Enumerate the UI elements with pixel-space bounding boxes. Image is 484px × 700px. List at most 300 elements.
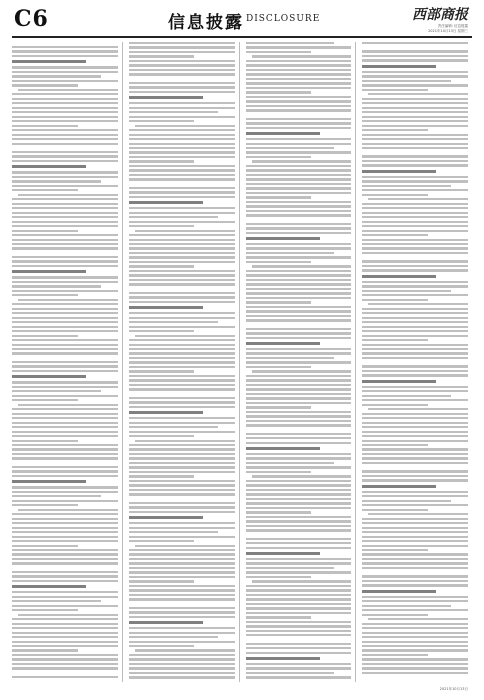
text-line [246, 388, 352, 390]
text-line [129, 312, 235, 314]
text-line [246, 237, 320, 240]
text-line [362, 632, 468, 634]
text-line [246, 87, 352, 89]
text-line [246, 256, 352, 258]
text-line [129, 234, 235, 236]
text-line [246, 118, 352, 120]
text-line [129, 375, 235, 377]
text-line [129, 607, 235, 609]
text-line [12, 600, 101, 602]
text-line [129, 585, 235, 587]
text-line [246, 328, 352, 330]
text-line [12, 440, 78, 442]
text-line [129, 321, 218, 323]
text-line [135, 230, 235, 232]
text-line [129, 261, 235, 263]
text-line [12, 627, 118, 629]
text-line [129, 111, 218, 113]
text-line [362, 147, 468, 149]
text-line [129, 654, 235, 656]
text-line [12, 591, 118, 593]
text-line [12, 125, 78, 127]
text-line [246, 192, 352, 194]
text-line [362, 203, 468, 205]
column-3 [246, 42, 357, 682]
text-line [129, 667, 235, 669]
text-line [12, 649, 78, 651]
text-line [246, 247, 352, 249]
text-line [246, 384, 352, 386]
text-line [129, 116, 235, 118]
text-line [362, 413, 468, 415]
text-line [362, 260, 468, 262]
text-line [368, 513, 468, 515]
text-line [368, 93, 468, 95]
text-line [246, 558, 352, 560]
text-line [362, 584, 468, 586]
text-line [12, 312, 118, 314]
text-line [129, 366, 235, 368]
text-line [135, 649, 235, 651]
text-line [362, 504, 468, 506]
text-line [362, 605, 451, 607]
text-line [362, 649, 468, 651]
text-line [362, 609, 468, 611]
text-line [12, 618, 118, 620]
text-line [12, 203, 118, 205]
text-line [362, 417, 468, 419]
text-line [246, 520, 352, 522]
text-line [129, 663, 235, 665]
text-line [362, 194, 428, 196]
text-line [246, 502, 352, 504]
text-line [129, 616, 235, 618]
text-line [246, 437, 352, 439]
text-line [362, 275, 436, 278]
text-line [362, 448, 468, 450]
text-line [12, 549, 118, 551]
text-line [362, 667, 468, 669]
text-line [129, 221, 235, 223]
text-line [12, 641, 118, 643]
text-line [129, 330, 195, 332]
text-line [368, 198, 468, 200]
text-line [362, 600, 468, 602]
text-line [362, 348, 468, 350]
text-line [12, 431, 118, 433]
text-line [129, 107, 235, 109]
text-line [129, 611, 235, 613]
text-line [12, 207, 118, 209]
text-line [362, 120, 468, 122]
text-line [129, 576, 235, 578]
text-line [12, 365, 118, 367]
text-line [12, 111, 118, 113]
text-line [129, 357, 235, 359]
text-line [12, 93, 118, 95]
text-line [129, 453, 235, 455]
text-line [362, 116, 468, 118]
text-line [129, 326, 235, 328]
text-line [362, 84, 468, 86]
text-line [129, 102, 235, 104]
text-line [362, 281, 468, 283]
text-line [12, 553, 118, 555]
text-line [135, 125, 235, 127]
text-line [246, 507, 352, 509]
text-line [246, 348, 352, 350]
text-line [12, 513, 118, 515]
text-line [129, 256, 235, 258]
text-line [246, 489, 352, 491]
text-line [246, 552, 320, 555]
text-line [246, 516, 352, 518]
text-line [12, 645, 118, 647]
text-line [12, 243, 118, 245]
text-line [12, 381, 118, 383]
text-line [12, 422, 118, 424]
text-line [362, 75, 468, 77]
text-line [12, 151, 118, 153]
text-line [12, 658, 118, 660]
text-line [362, 596, 468, 598]
text-line [362, 495, 468, 497]
text-line [12, 165, 86, 168]
text-line [12, 66, 118, 68]
text-line [129, 225, 195, 227]
page-number: C6 [14, 6, 49, 32]
text-line [12, 470, 118, 472]
text-line [362, 265, 468, 267]
text-line [129, 348, 235, 350]
text-line [246, 393, 352, 395]
text-line [362, 540, 468, 542]
text-line [362, 42, 468, 44]
text-line [129, 567, 235, 569]
text-line [12, 285, 101, 287]
text-line [246, 252, 335, 254]
text-line [12, 270, 86, 273]
text-line [129, 540, 195, 542]
text-line [12, 230, 78, 232]
text-line [362, 155, 468, 157]
text-line [246, 625, 352, 627]
text-line [246, 571, 352, 573]
text-line [362, 627, 468, 629]
text-line [135, 545, 235, 547]
text-line [362, 654, 428, 656]
text-line [246, 205, 352, 207]
text-line [246, 634, 352, 636]
text-line [129, 46, 235, 48]
text-line [246, 169, 352, 171]
text-line [362, 475, 468, 477]
text-line [12, 80, 118, 82]
text-line [129, 247, 235, 249]
text-line [12, 143, 118, 145]
text-line [246, 261, 312, 263]
text-line [252, 160, 352, 162]
text-line [362, 527, 468, 529]
text-line [362, 374, 468, 376]
text-line [362, 676, 468, 680]
text-line [129, 621, 203, 624]
text-line [362, 243, 468, 245]
text-line [362, 435, 468, 437]
text-line [129, 243, 235, 245]
text-line [246, 178, 352, 180]
text-line [12, 636, 118, 638]
text-line [129, 292, 235, 294]
text-line [12, 408, 118, 410]
text-line [246, 73, 352, 75]
text-line [246, 567, 335, 569]
text-line [362, 189, 468, 191]
text-line [12, 466, 118, 468]
text-line [362, 285, 468, 287]
text-line [129, 216, 218, 218]
text-line [362, 312, 468, 314]
text-line [12, 281, 118, 283]
text-line [246, 607, 352, 609]
text-line [362, 50, 468, 52]
text-line [12, 198, 118, 200]
text-line [129, 558, 235, 560]
text-line [246, 525, 352, 527]
text-line [246, 147, 335, 149]
text-line [246, 585, 352, 587]
text-line [129, 283, 235, 285]
text-line [246, 82, 352, 84]
text-line [129, 422, 235, 424]
text-line [129, 388, 235, 390]
text-line [12, 303, 118, 305]
text-line [362, 252, 468, 254]
text-line [12, 375, 86, 378]
article-columns [12, 42, 472, 682]
text-line [129, 553, 235, 555]
text-line [246, 187, 352, 189]
text-line [246, 337, 352, 339]
text-line [362, 55, 468, 57]
text-line [129, 502, 235, 504]
text-line [12, 480, 86, 483]
text-line [12, 399, 78, 401]
text-line [129, 64, 235, 66]
text-line [246, 657, 320, 660]
text-line [246, 315, 352, 317]
text-line [246, 297, 352, 299]
text-line [362, 426, 468, 428]
text-line [362, 500, 451, 502]
text-line [12, 189, 78, 191]
text-line [362, 321, 468, 323]
text-line [246, 132, 320, 135]
text-line [246, 223, 352, 225]
text-line [129, 73, 235, 75]
text-line [362, 230, 468, 232]
text-line [12, 234, 118, 236]
text-line [12, 676, 118, 678]
text-line [12, 417, 118, 419]
text-line [129, 120, 195, 122]
text-line [362, 317, 468, 319]
text-line [246, 109, 352, 111]
text-line [129, 239, 235, 241]
text-line [362, 71, 468, 73]
text-line [129, 187, 235, 189]
text-line [129, 134, 235, 136]
text-line [362, 221, 468, 223]
text-line [362, 216, 468, 218]
text-line [246, 457, 352, 459]
text-line [12, 448, 118, 450]
text-line [12, 500, 118, 502]
text-line [246, 183, 352, 185]
text-line [246, 471, 312, 473]
text-line [246, 442, 352, 444]
text-line [12, 663, 118, 665]
text-line [246, 201, 352, 203]
text-line [129, 82, 235, 84]
text-line [12, 486, 118, 488]
text-line [246, 60, 352, 62]
text-line [246, 332, 352, 334]
text-line [12, 290, 118, 292]
text-line [362, 390, 468, 392]
date-line: 2021年10月13日 星期三 [428, 29, 468, 33]
text-line [135, 440, 235, 442]
text-line [252, 265, 352, 267]
text-line [129, 589, 235, 591]
text-line [246, 156, 312, 158]
text-line [12, 475, 118, 477]
text-line [246, 232, 352, 234]
text-line [246, 270, 352, 272]
text-line [129, 484, 235, 486]
text-line [129, 296, 235, 298]
text-line [129, 641, 235, 643]
text-line [12, 185, 118, 187]
text-line [129, 480, 235, 482]
text-line [129, 384, 235, 386]
text-line [362, 672, 468, 674]
text-line [12, 654, 118, 656]
text-line [129, 370, 195, 372]
text-line [246, 319, 352, 321]
text-line [246, 46, 352, 48]
text-line [129, 270, 235, 272]
text-line [129, 549, 235, 551]
text-line [362, 207, 468, 209]
text-line [362, 180, 468, 182]
text-line [12, 522, 118, 524]
text-line [362, 89, 428, 91]
text-line [129, 160, 195, 162]
text-line [129, 165, 235, 167]
text-line [12, 540, 118, 542]
text-line [362, 212, 468, 214]
text-line [12, 160, 118, 162]
text-line [246, 310, 352, 312]
text-line [12, 265, 118, 267]
text-line [362, 380, 436, 383]
text-line [368, 618, 468, 620]
text-line [246, 433, 352, 435]
text-line [362, 522, 468, 524]
text-line [12, 386, 118, 388]
text-line [362, 623, 468, 625]
text-line [246, 415, 352, 417]
text-line [129, 598, 235, 600]
text-line [12, 134, 118, 136]
text-line [362, 395, 451, 397]
text-line [362, 575, 468, 577]
text-line [12, 435, 118, 437]
text-line [362, 645, 468, 647]
text-line [362, 549, 428, 551]
text-line [129, 379, 235, 381]
text-line [246, 616, 312, 618]
text-line [129, 457, 235, 459]
text-line [362, 536, 468, 538]
text-line [246, 69, 352, 71]
text-line [129, 201, 203, 204]
text-line [246, 122, 352, 124]
text-line [129, 169, 235, 171]
text-line [362, 65, 436, 68]
text-line [12, 180, 101, 182]
text-line [362, 663, 468, 665]
text-line [362, 370, 468, 372]
column-4 [362, 42, 472, 682]
text-line [362, 580, 468, 582]
text-line [246, 227, 352, 229]
text-line [246, 672, 335, 674]
text-line [12, 348, 118, 350]
text-line [12, 247, 118, 249]
text-line [362, 134, 468, 136]
text-line [129, 91, 235, 93]
text-line [129, 444, 235, 446]
text-line [362, 239, 468, 241]
text-line [129, 466, 235, 468]
text-line [246, 647, 352, 649]
text-line [129, 339, 235, 341]
text-line [12, 667, 118, 669]
text-line [246, 589, 352, 591]
text-line [246, 447, 320, 450]
text-line [246, 397, 352, 399]
text-line [129, 156, 235, 158]
text-line [12, 294, 78, 296]
text-line [129, 178, 235, 180]
text-line [129, 301, 235, 303]
text-line [12, 571, 118, 573]
text-line [246, 598, 352, 600]
text-line [246, 283, 352, 285]
text-line [129, 658, 235, 660]
text-line [246, 667, 352, 669]
text-line [362, 330, 468, 332]
text-line [129, 397, 235, 399]
text-line [246, 375, 352, 377]
text-line [246, 406, 312, 408]
text-line [362, 509, 428, 511]
text-line [129, 522, 235, 524]
text-line [362, 247, 468, 249]
text-line [129, 417, 235, 419]
